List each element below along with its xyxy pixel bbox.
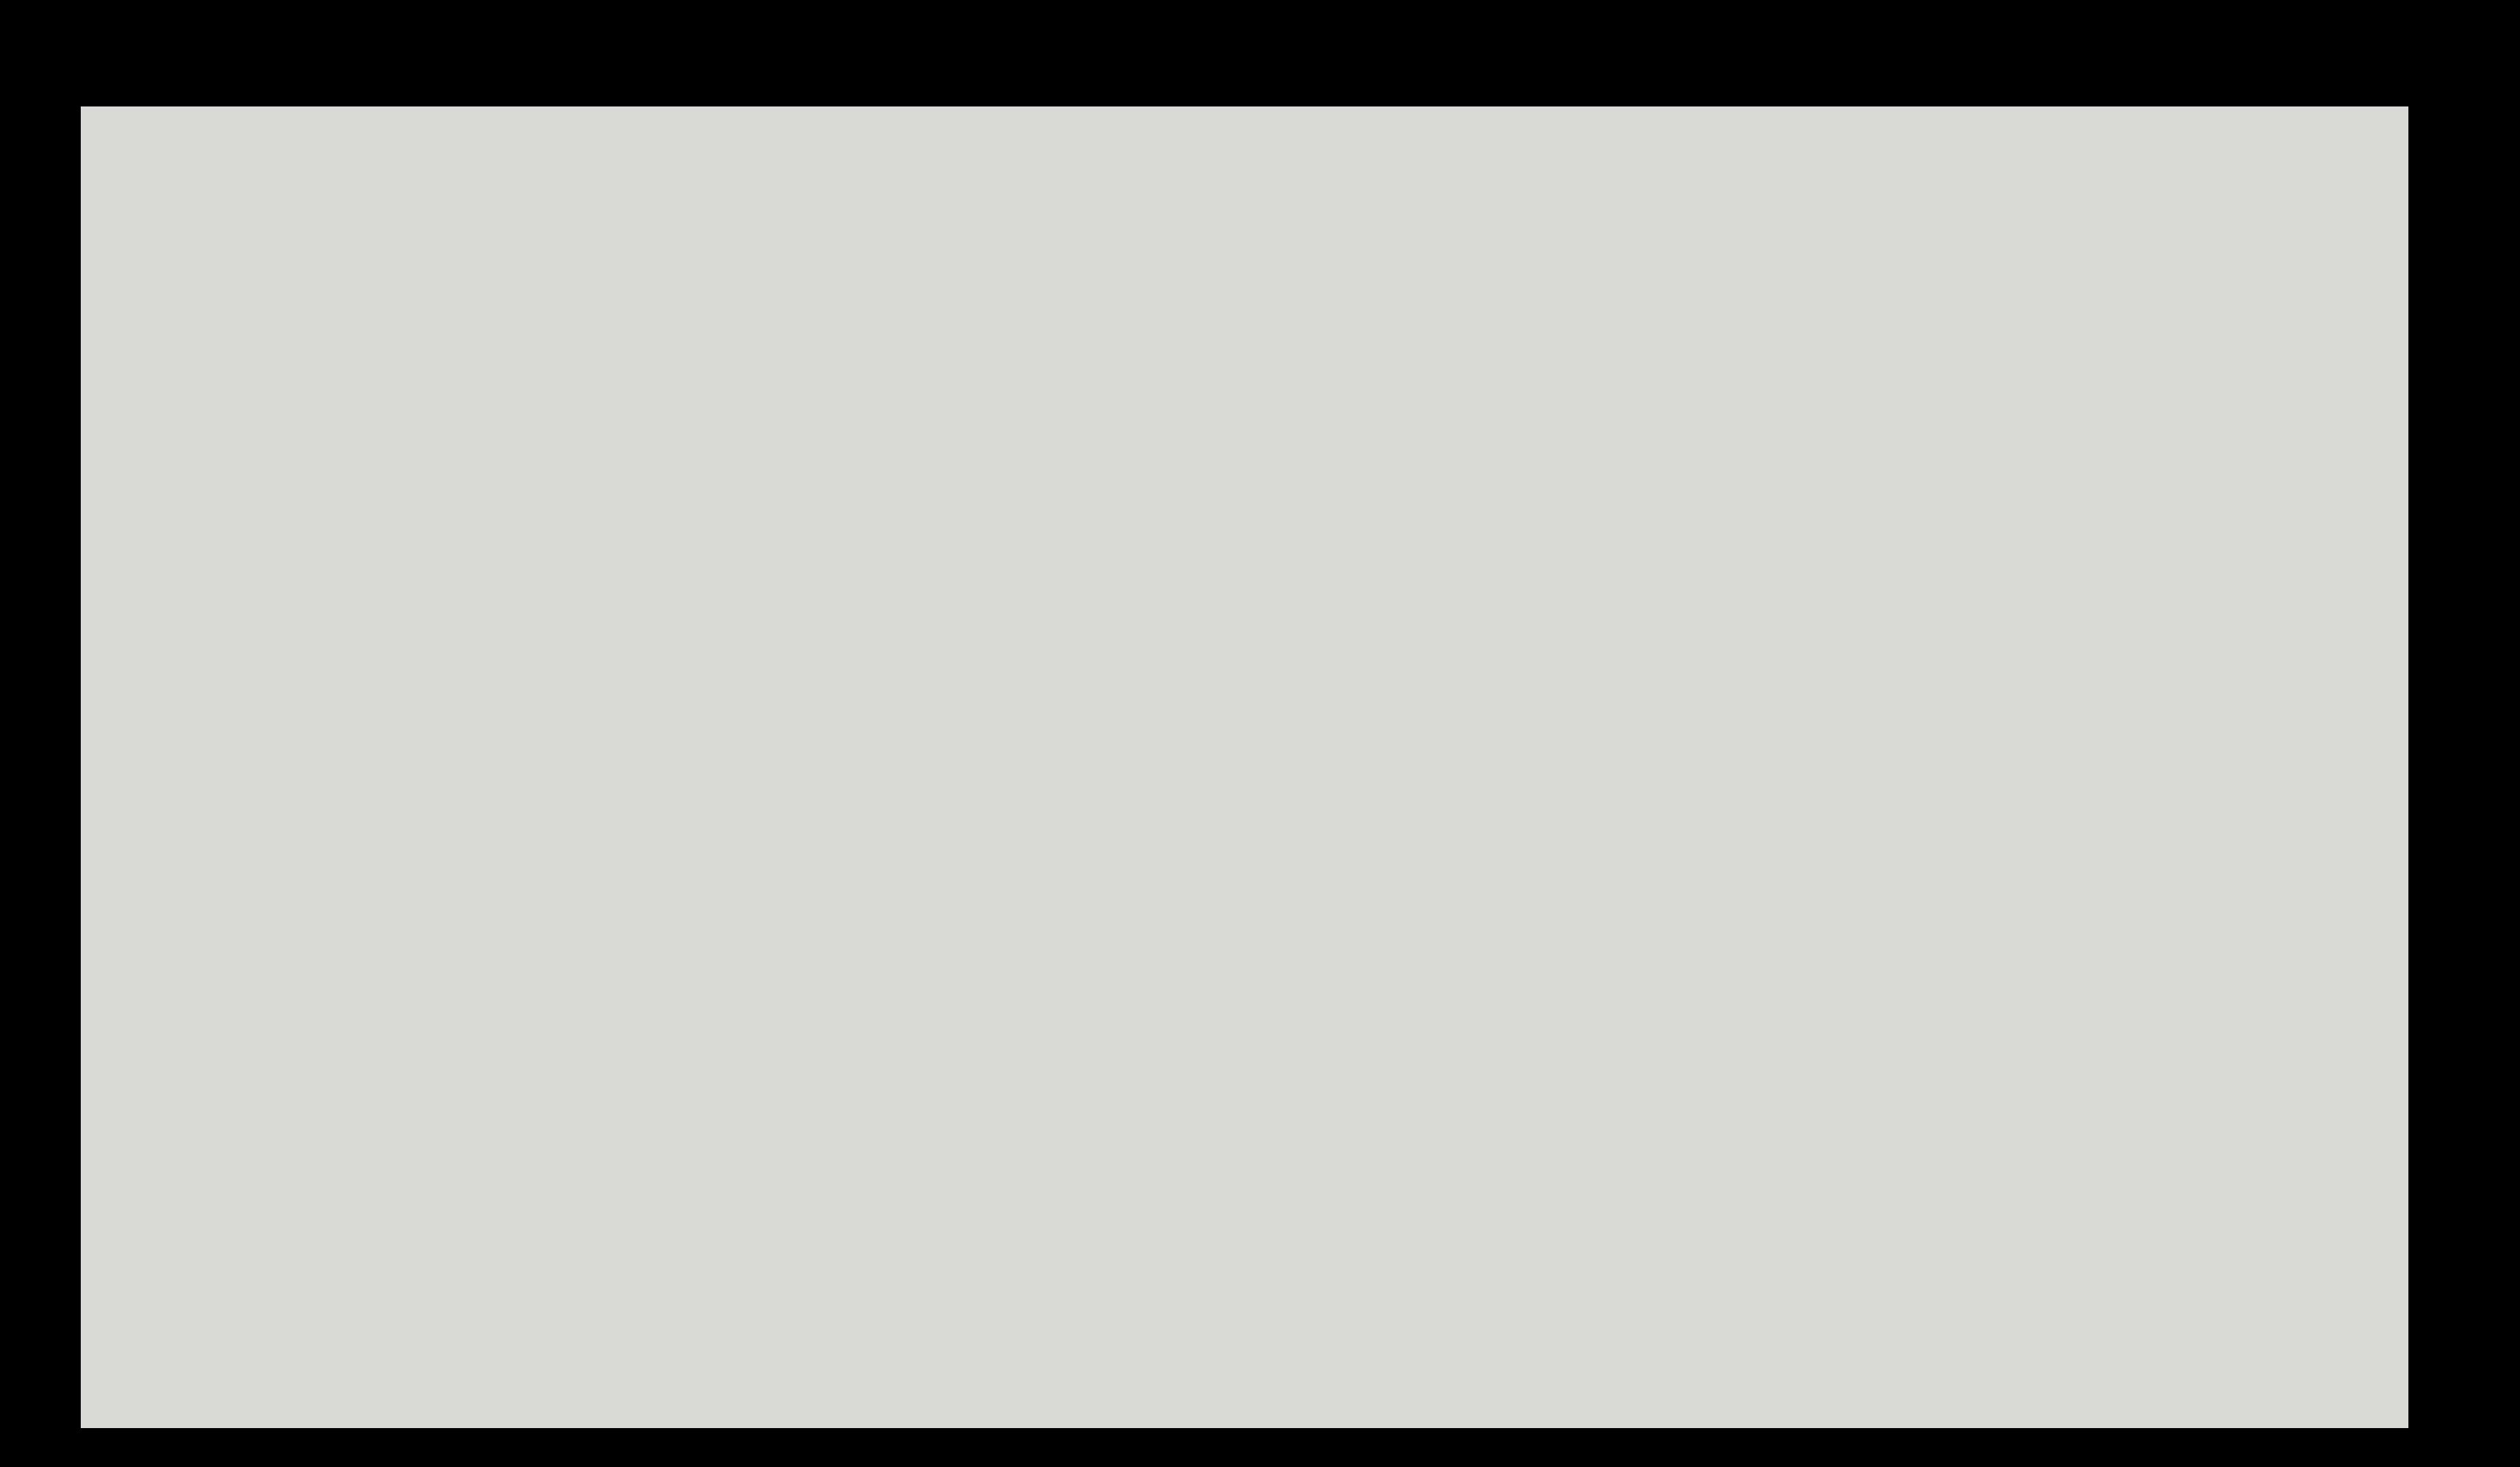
census-card: [81, 106, 2408, 1428]
